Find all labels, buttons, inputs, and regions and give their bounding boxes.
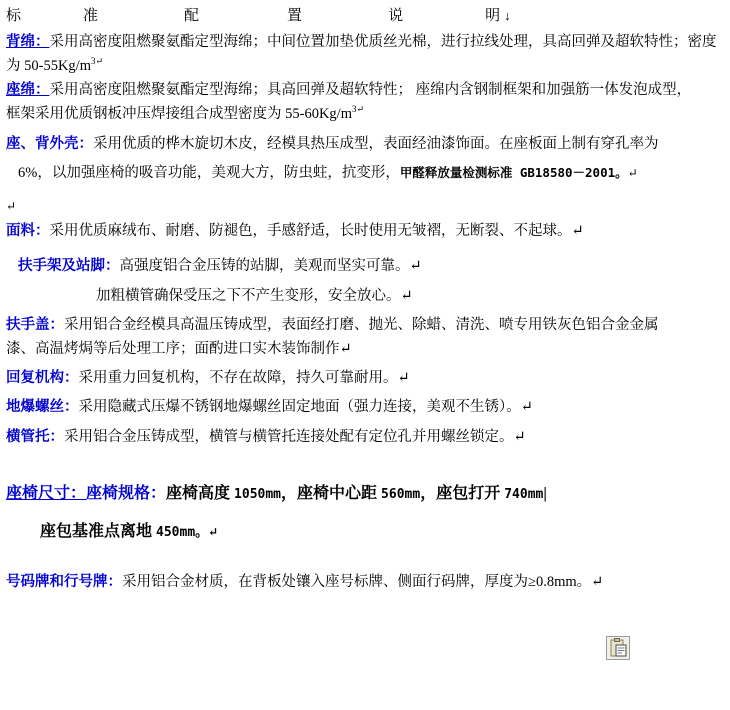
section-text-fushoujia: 高强度铝合金压铸的站脚，美观而坚实可靠。↵ xyxy=(119,258,422,275)
size-spec-label: 座椅规格： xyxy=(86,485,167,503)
section-waike xyxy=(0,133,730,156)
section-dibaoluosi xyxy=(0,396,730,419)
section-sup-beimian: 3↵ xyxy=(90,56,104,67)
section-haomapai xyxy=(0,571,730,594)
section-hengguantuo xyxy=(0,426,730,449)
section-label-zuomian: 座绵： xyxy=(6,81,50,98)
empty-paragraph-1 xyxy=(0,198,730,214)
section-text-zuomian-2: 框架采用优质钢板冲压焊接组合成型密度为 55-60Kg/m xyxy=(6,106,352,123)
paragraph-mark-empty-1: ↵ xyxy=(6,198,17,213)
section-text-waike-1: 采用优质的桦木旋切木皮，经模具热压成型，表面经油漆饰面。在座板面上制有穿孔率为 xyxy=(93,135,659,152)
section-label-size: 座椅尺寸： xyxy=(6,485,87,503)
section-fushoujia xyxy=(0,255,730,278)
section-text-mianliao: 采用优质麻绒布、耐磨、防褪色，手感舒适，长时使用无皱褶，无断裂、不起球。↵ xyxy=(49,222,584,239)
size-height-label: 座椅高度 xyxy=(166,485,231,503)
section-size: 座椅尺寸：座椅规格：座椅高度 1050mm，座椅中心距 560mm，座包打开 740mm| xyxy=(6,485,547,503)
section-mianliao xyxy=(0,220,730,243)
section-text-fushougai-1: 采用铝合金经模具高温压铸成型，表面经打磨、抛光、除蜡、清洗、喷专用铁灰色铝合金金属 xyxy=(64,317,659,334)
section-label-fushoujia: 扶手架及站脚： xyxy=(18,258,120,275)
section-huifujigou xyxy=(0,367,730,390)
paragraph-mark: ↓ xyxy=(504,8,511,23)
section-label-hengguantuo: 横管托： xyxy=(6,428,64,445)
section-label-waike: 座、背外壳： xyxy=(6,135,93,152)
section-label-dibaoluosi: 地爆螺丝： xyxy=(6,399,79,416)
document-header-row xyxy=(0,0,730,25)
section-waike-line2 xyxy=(0,162,730,185)
section-text-zuomian-1: 采用高密度阻燃聚氨酯定型海绵；具高回弹及超软特性； 座绵内含钢制框架和加强筋一体发泡成型， xyxy=(49,81,692,98)
section-label-haomapai: 号码牌和行号牌： xyxy=(6,574,122,591)
clipboard-paste-icon[interactable] xyxy=(606,636,630,660)
section-fushoujia-sub xyxy=(0,285,730,308)
section-text-waike-2: 6%，以加强座椅的吸音功能，美观大方，防虫蛀，抗变形， xyxy=(18,165,400,182)
section-size-base xyxy=(0,519,730,545)
section-sup-zuomian: 3↵ xyxy=(351,104,365,115)
section-standard-code: 甲醛释放量检测标准 GB18580－2001。 xyxy=(399,165,628,181)
size-height-value: 1050mm xyxy=(234,487,282,503)
header-col-5: 说 xyxy=(388,8,404,24)
header-col-1: 标 xyxy=(6,8,22,24)
header-col-3: 配 xyxy=(184,8,200,24)
section-text-huifujigou: 采用重力回复机构，不存在故障，持久可靠耐用。↵ xyxy=(78,369,410,386)
text-cursor: | xyxy=(543,485,547,503)
header-col-2: 准 xyxy=(83,8,99,24)
section-label-fushougai: 扶手盖： xyxy=(6,317,64,334)
section-fushougai xyxy=(0,314,730,361)
size-base-label: 座包基准点离地 xyxy=(40,523,153,541)
section-label-beimian: 背绵： xyxy=(6,34,50,50)
section-text-fushougai-2: 漆、高温烤焗等后处理工序；面酌进口实木装饰制作↵ xyxy=(6,340,352,357)
section-zuomian xyxy=(0,79,730,127)
section-label-mianliao: 面料： xyxy=(6,222,50,239)
size-base-value: 450mm。 xyxy=(156,525,209,541)
header-col-4: 置 xyxy=(287,8,303,24)
section-label-huifujigou: 回复机构： xyxy=(6,369,79,386)
size-center-label: 座椅中心距 xyxy=(297,485,378,503)
section-text-dibaoluosi: 采用隐藏式压爆不锈钢地爆螺丝固定地面（强力连接，美观不生锈）。↵ xyxy=(78,399,533,416)
section-text-hengguantuo: 采用铝合金压铸成型，横管与横管托连接处配有定位孔并用螺丝锁定。↵ xyxy=(64,428,526,445)
paragraph-mark-waike: ↵ xyxy=(627,166,638,181)
paragraph-mark-size: ↵ xyxy=(208,525,219,540)
section-text-haomapai: 采用铝合金材质，在背板处镶入座号标牌、侧面行码牌，厚度为≥0.8mm。↵ xyxy=(122,574,604,591)
header-col-6: 明 xyxy=(485,8,501,24)
size-open-value: 740mm xyxy=(504,487,544,503)
section-text-fushoujia-sub: 加粗横管确保受压之下不产生变形，安全放心。↵ xyxy=(96,287,413,304)
section-text-beimian: 采用高密度阻燃聚氨酯定型海绵；中间位置加垫优质丝光棉，进行拉线处理，具高回弹及超软特性；密度为 50-55Kg/m xyxy=(6,34,717,75)
section-beimian xyxy=(0,31,730,79)
size-open-label: 座包打开 xyxy=(436,485,501,503)
size-center-value: 560mm xyxy=(381,487,421,503)
